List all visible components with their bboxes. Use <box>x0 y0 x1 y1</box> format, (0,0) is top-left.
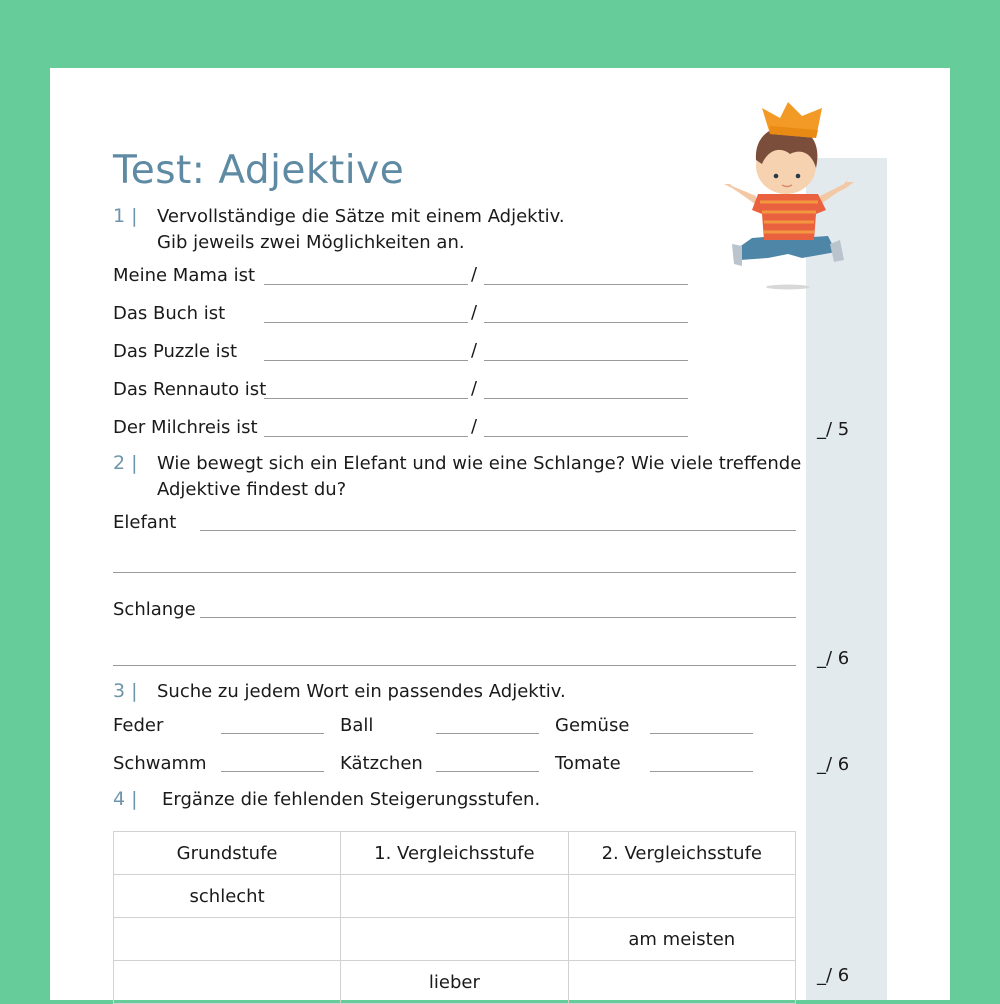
answer-line[interactable] <box>436 771 539 772</box>
word-label: Ball <box>340 715 374 736</box>
table-cell-input[interactable] <box>114 918 341 961</box>
answer-line[interactable] <box>484 398 688 399</box>
answer-line[interactable] <box>484 360 688 361</box>
table-row <box>114 875 796 918</box>
table-header-row <box>114 832 796 875</box>
table-cell-input[interactable] <box>341 918 568 961</box>
word-label: Tomate <box>555 753 621 774</box>
table-cell: am meisten <box>568 918 795 961</box>
task-number: 1 | <box>113 205 138 227</box>
table-cell-input[interactable] <box>568 875 795 918</box>
separator: / <box>471 378 478 399</box>
table-header: 2. Vergleichsstufe <box>568 832 795 875</box>
word-label: Kätzchen <box>340 753 423 774</box>
separator: / <box>471 302 478 323</box>
task-number: 2 | <box>113 452 138 474</box>
answer-line[interactable] <box>221 733 324 734</box>
table-header: Grundstufe <box>114 832 341 875</box>
word-label: Schwamm <box>113 753 207 774</box>
answer-line[interactable] <box>484 436 688 437</box>
task-instruction <box>157 451 801 503</box>
task-number: 3 | <box>113 680 138 702</box>
answer-line[interactable] <box>113 572 796 573</box>
animal-label: Schlange <box>113 599 196 620</box>
table-cell-input[interactable] <box>114 961 341 1004</box>
sentence-label: Das Buch ist <box>113 303 226 324</box>
table-row <box>114 918 796 961</box>
answer-line[interactable] <box>436 733 539 734</box>
task-instruction: Ergänze die fehlenden Steigerungsstufen. <box>162 789 541 810</box>
task1-score: _/ 5 <box>817 419 850 440</box>
task2-score: _/ 6 <box>817 648 850 669</box>
task-number: 4 | <box>113 788 138 810</box>
task-instruction: Suche zu jedem Wort ein passendes Adjektiv. <box>157 681 566 702</box>
answer-line[interactable] <box>264 360 468 361</box>
page-title: Test: Adjektive <box>113 148 405 193</box>
separator: / <box>471 340 478 361</box>
answer-line[interactable] <box>264 436 468 437</box>
table-row <box>114 961 796 1004</box>
separator: / <box>471 264 478 285</box>
word-label: Gemüse <box>555 715 630 736</box>
boy-with-paper-crown-jumping-icon <box>718 88 863 293</box>
answer-line[interactable] <box>264 284 468 285</box>
word-label: Feder <box>113 715 164 736</box>
task-instruction <box>157 204 565 256</box>
worksheet-page <box>50 68 950 1000</box>
task3-score: _/ 6 <box>817 754 850 775</box>
sentence-label: Meine Mama ist <box>113 265 256 286</box>
sentence-label: Der Milchreis ist <box>113 417 258 438</box>
answer-line[interactable] <box>650 771 753 772</box>
table-cell: lieber <box>341 961 568 1004</box>
comparison-table <box>113 831 796 1004</box>
answer-line[interactable] <box>200 530 796 531</box>
task4-score: _/ 6 <box>817 965 850 986</box>
sentence-label: Das Rennauto ist <box>113 379 267 400</box>
instruction-line: Adjektive findest du? <box>157 479 347 500</box>
sentence-label: Das Puzzle ist <box>113 341 238 362</box>
instruction-line: Wie bewegt sich ein Elefant und wie eine Schlange? Wie viele treffende <box>157 453 802 474</box>
separator: / <box>471 416 478 437</box>
answer-line[interactable] <box>650 733 753 734</box>
instruction-line: Gib jeweils zwei Möglichkeiten an. <box>157 232 465 253</box>
answer-line[interactable] <box>264 398 468 399</box>
answer-line[interactable] <box>264 322 468 323</box>
answer-line[interactable] <box>200 617 796 618</box>
table-cell: schlecht <box>114 875 341 918</box>
table-header: 1. Vergleichsstufe <box>341 832 568 875</box>
table-cell-input[interactable] <box>341 875 568 918</box>
answer-line[interactable] <box>221 771 324 772</box>
answer-line[interactable] <box>484 322 688 323</box>
answer-line[interactable] <box>113 665 796 666</box>
table-cell-input[interactable] <box>568 961 795 1004</box>
answer-line[interactable] <box>484 284 688 285</box>
animal-label: Elefant <box>113 512 177 533</box>
instruction-line: Vervollständige die Sätze mit einem Adjektiv. <box>157 206 565 227</box>
